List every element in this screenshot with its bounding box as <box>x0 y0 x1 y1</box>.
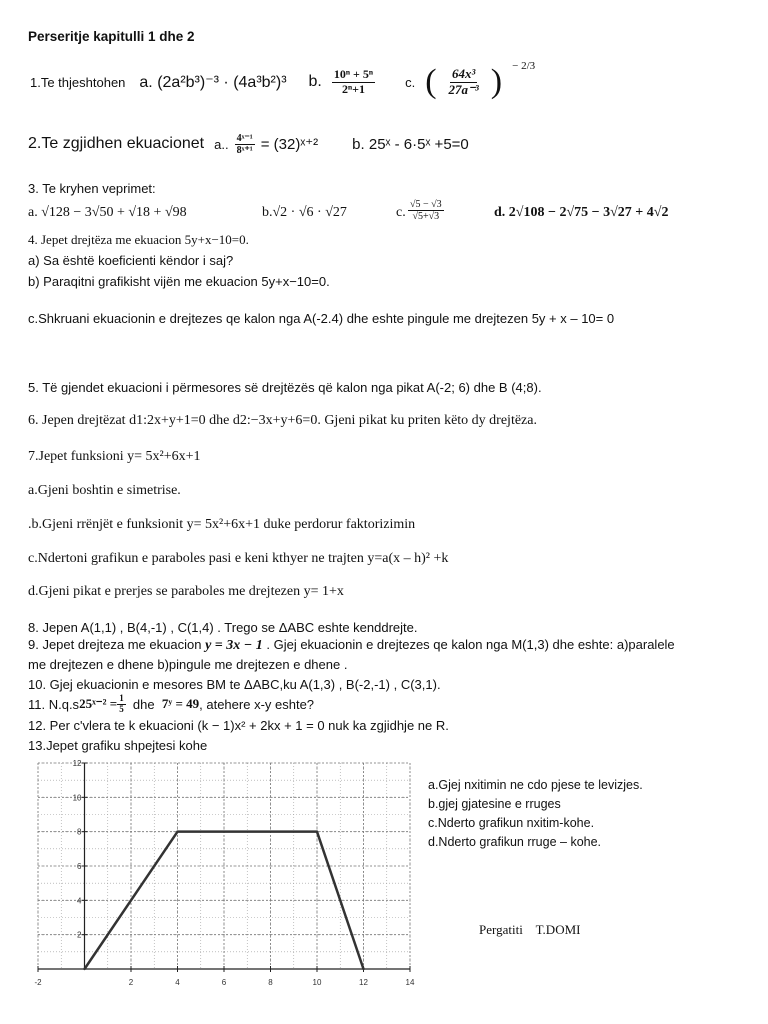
q1-b-fraction <box>332 68 375 95</box>
q2-a-fraction <box>235 133 255 156</box>
q3-b: b.√2 · √6 · √27 <box>262 205 347 220</box>
x-tick-label: 4 <box>175 978 180 987</box>
question-3-items <box>28 200 728 230</box>
q4-line1: 4. Jepet drejtëza me ekuacion 5y+x−10=0. <box>28 232 249 247</box>
q3-c-numerator: √5 − √3 <box>410 199 442 210</box>
q3-c-fraction <box>408 199 444 222</box>
q1-a: a. (2a²b³)⁻³ · (4a³b²)³ <box>139 74 287 91</box>
q9-line2: me drejtezen e dhene b)pingule me drejtezen e dhene . <box>28 657 348 672</box>
question-6: 6. Jepen drejtëzat d1:2x+y+1=0 dhe d2:−3x+y+6=0. Gjeni pikat ku priten këto dy drejtëza. <box>28 413 537 428</box>
q4-line3: b) Paraqitni grafikisht vijën me ekuacion 5y+x−10=0. <box>28 274 330 289</box>
q7-c: c.Ndertoni grafikun e paraboles pasi e keni kthyer ne trajten y=a(x – h)² +k <box>28 551 449 566</box>
q3-c-denominator: √5+√3 <box>412 211 440 222</box>
q3-label: 3. Te kryhen veprimet: <box>28 181 156 196</box>
q1-label: 1.Te thjeshtohen <box>30 74 126 90</box>
velocity-series-point <box>362 968 364 970</box>
q3-d: d. 2√108 − 2√75 − 3√27 + 4√2 <box>494 205 669 220</box>
y-tick-label: 8 <box>77 827 82 837</box>
q11-eq2: 7ʸ = 49 <box>161 696 200 711</box>
q11-fraction-num: 1 <box>119 692 124 703</box>
x-tick-label: 6 <box>221 978 227 987</box>
q4-line2: a) Sa është koeficienti këndor i saj? <box>28 253 234 268</box>
question-10: 10. Gjej ekuacionin e mesores BM te ΔABC,ku A(1,3) , B(-2,-1) , C(3,1). <box>28 677 441 692</box>
q2-a-numerator: 4ˣ⁻¹ <box>236 132 253 144</box>
question-5: 5. Të gjendet ekuacioni i përmesores së drejtëzës që kalon nga pikat A(-2; 6) dhe B (4;8). <box>28 380 542 395</box>
y-tick-label: 6 <box>77 862 82 871</box>
q9-line1 <box>28 637 675 654</box>
q1-c-close-paren: ) <box>490 63 503 100</box>
q13-tasks <box>428 776 643 852</box>
q9-line1-b: . Gjej ekuacionin e drejtezes qe kalon nga M(1,3) dhe eshte: a)paralele <box>262 637 675 652</box>
q13-task-a: a.Gjej nxitimin ne cdo pjese te levizjes. <box>428 778 643 792</box>
q3-a: a. √128 − 3√50 + √18 + √98 <box>28 205 187 220</box>
q2-b: b. 25ˣ - 6·5ˣ +5=0 <box>352 135 469 153</box>
q11-eq1: 25ˣ⁻² = <box>79 696 118 711</box>
q4-line4: c.Shkruani ekuacionin e drejtezes qe kalon nga A(-2.4) dhe eshte pingule me drejtezen 5y + x – 10= 0 <box>28 311 615 326</box>
y-tick-label: 12 <box>72 759 82 768</box>
q9-equation: y = 3x − 1 <box>205 638 263 653</box>
q13-task-b: b.gjej gjatesine e rruges <box>428 797 561 811</box>
x-tick-label: 14 <box>405 978 415 987</box>
question-1 <box>30 62 535 102</box>
x-tick-label: 2 <box>128 978 134 987</box>
y-tick-label: 10 <box>72 793 82 803</box>
q11-prefix: 11. N.q.s <box>28 696 80 712</box>
q1-c-exponent: − 2/3 <box>512 60 536 72</box>
q2-label: 2.Te zgjidhen ekuacionet <box>28 135 205 152</box>
q11-mid: dhe <box>125 696 162 712</box>
q2-a-rest: = (32)ˣ⁺² <box>260 136 319 153</box>
signature: Pergatiti T.DOMI <box>479 922 581 937</box>
q13-task-d: d.Nderto grafikun rruge – kohe. <box>428 835 602 849</box>
q1-b-numerator: 10ⁿ + 5ⁿ <box>333 67 374 82</box>
x-tick-label: 8 <box>268 978 273 987</box>
page-title: Perseritje kapitulli 1 dhe 2 <box>28 29 195 44</box>
velocity-time-chart <box>28 755 423 995</box>
q7-b: .b.Gjeni rrënjët e funksionit y= 5x²+6x+1 duke perdorur faktorizimin <box>28 517 416 532</box>
q1-c-prefix: c. <box>405 74 416 90</box>
q1-b-prefix: b. <box>308 73 322 90</box>
x-tick-label: -2 <box>34 978 42 987</box>
q1-c-numerator: 64x³ <box>451 66 476 82</box>
q1-c-fraction <box>447 67 481 97</box>
y-tick-label: 4 <box>77 896 82 906</box>
velocity-series-point <box>316 830 318 832</box>
q11-fraction <box>117 694 126 715</box>
q2-a-denominator: 8ˣ⁺¹ <box>236 144 253 156</box>
q11-end: , atehere x-y eshte? <box>199 696 315 712</box>
q1-c-denominator: 27a⁻³ <box>448 81 479 97</box>
velocity-series-point <box>176 830 178 832</box>
q7-line1: 7.Jepet funksioni y= 5x²+6x+1 <box>28 449 201 464</box>
question-11 <box>28 693 314 715</box>
q7-d: d.Gjeni pikat e prerjes se paraboles me drejtezen y= 1+x <box>28 584 344 599</box>
q13-task-c: c.Nderto grafikun nxitim-kohe. <box>428 816 595 830</box>
q13-label: 13.Jepet grafiku shpejtesi kohe <box>28 738 208 753</box>
question-8: 8. Jepen A(1,1) , B(4,-1) , C(1,4) . Trego se ΔABC eshte kenddrejte. <box>28 620 418 635</box>
q2-a-prefix: a.. <box>214 136 229 152</box>
question-12: 12. Per c'vlera te k ekuacioni (k − 1)x² + 2kx + 1 = 0 nuk ka zgjidhje ne R. <box>28 718 449 733</box>
q1-b-denominator: 2ⁿ+1 <box>341 81 365 96</box>
velocity-series-point <box>83 968 85 970</box>
q11-fraction-den: 5 <box>119 703 124 714</box>
q1-c-open-paren: ( <box>425 63 437 100</box>
x-tick-label: 10 <box>312 978 322 987</box>
y-tick-label: 2 <box>77 930 82 940</box>
q9-line1-a: 9. Jepet drejteza me ekuacion <box>28 637 206 652</box>
question-2 <box>28 124 469 164</box>
x-tick-label: 12 <box>359 978 368 987</box>
q7-a: a.Gjeni boshtin e simetrise. <box>28 483 181 498</box>
q3-c-prefix: c. <box>396 205 406 220</box>
